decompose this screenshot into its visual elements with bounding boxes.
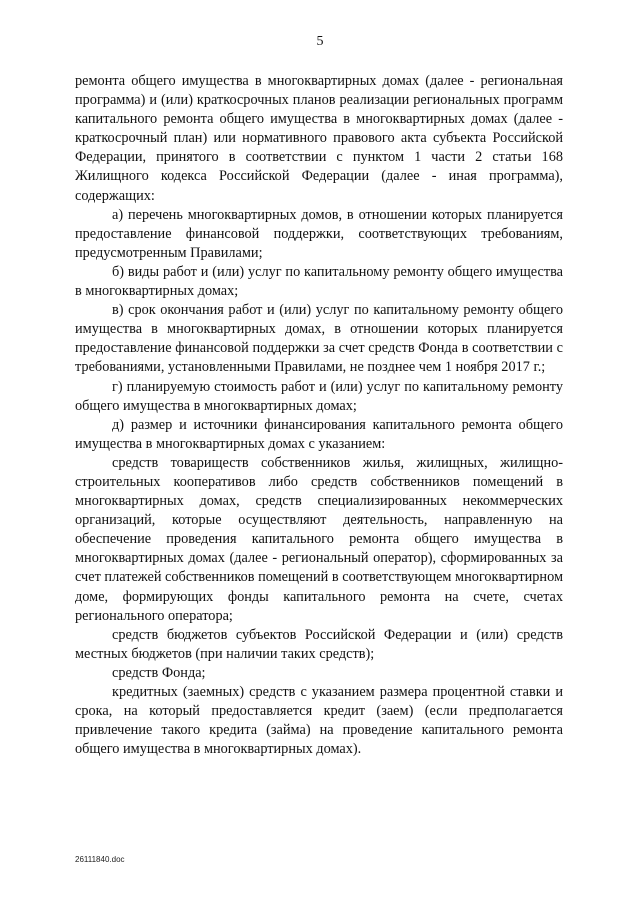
paragraph-funds-fond: средств Фонда; (112, 664, 206, 681)
paragraph-item-v: в) срок окончания работ и (или) услуг по капитальному ремонту общего имущества в многоквартирных домах, в отношении которых планируется предоставление финансовой поддержки за счет средств Фонда в соответствии с требованиями, установленными Правилами, не позднее чем 1 ноября 2017 г.; (75, 302, 563, 376)
paragraph-item-g: г) планируемую стоимость работ и (или) услуг по капитальному ремонту общего имущества в многоквартирных домах; (75, 378, 563, 414)
paragraph-item-d: д) размер и источники финансирования капитального ремонта общего имущества в многоквартирных домах с указанием: (75, 416, 563, 452)
document-body (75, 72, 563, 759)
paragraph-item-b: б) виды работ и (или) услуг по капитальному ремонту общего имущества в многоквартирных домах; (75, 263, 563, 300)
paragraph-item-a: а) перечень многоквартирных домов, в отношении которых планируется предоставление финансовой поддержки, соответствующих требованиям, предусмотренным Правилами; (75, 206, 563, 261)
footer-filename: 26111840.doc (75, 855, 125, 864)
paragraph-funds-budgets: средств бюджетов субъектов Российской Федерации и (или) средств местных бюджетов (при наличии таких средств); (75, 626, 563, 662)
paragraph-funds-credit: кредитных (заемных) средств с указанием размера процентной ставки и срока, на который предоставляется кредит (заем) (если предполагается привлечение такого кредита (займа) на проведение капитального ремонта общего имущества в многоквартирных домах). (75, 684, 563, 758)
paragraph-intro: ремонта общего имущества в многоквартирных домах (далее - региональная программа) и (или) краткосрочных планов реализации региональных программ капитального ремонта общего имущества в многоквартирных домах (далее - краткосрочный план) или нормативного правового акта субъекта Российской Федерации, принятого в соответствии с пунктом 1 части 2 статьи 168 Жилищного кодекса Российской Федерации (далее - иная программа), содержащих: (75, 73, 563, 204)
paragraph-funds-owners: средств товариществ собственников жилья, жилищных, жилищно-строительных кооперативов либо средств собственников помещений в многоквартирных домах, средств специализированных некоммерческих организаций, которые осуществляют деятельность, направленную на обеспечение проведения капитального ремонта общего имущества в многоквартирных домах (далее - региональный оператор), сформированных за счет платежей собственников помещений в соответствующем многоквартирном доме, формирующих фонды капитального ремонта на счете, счетах регионального оператора; (75, 454, 563, 624)
page-number: 5 (316, 34, 324, 49)
